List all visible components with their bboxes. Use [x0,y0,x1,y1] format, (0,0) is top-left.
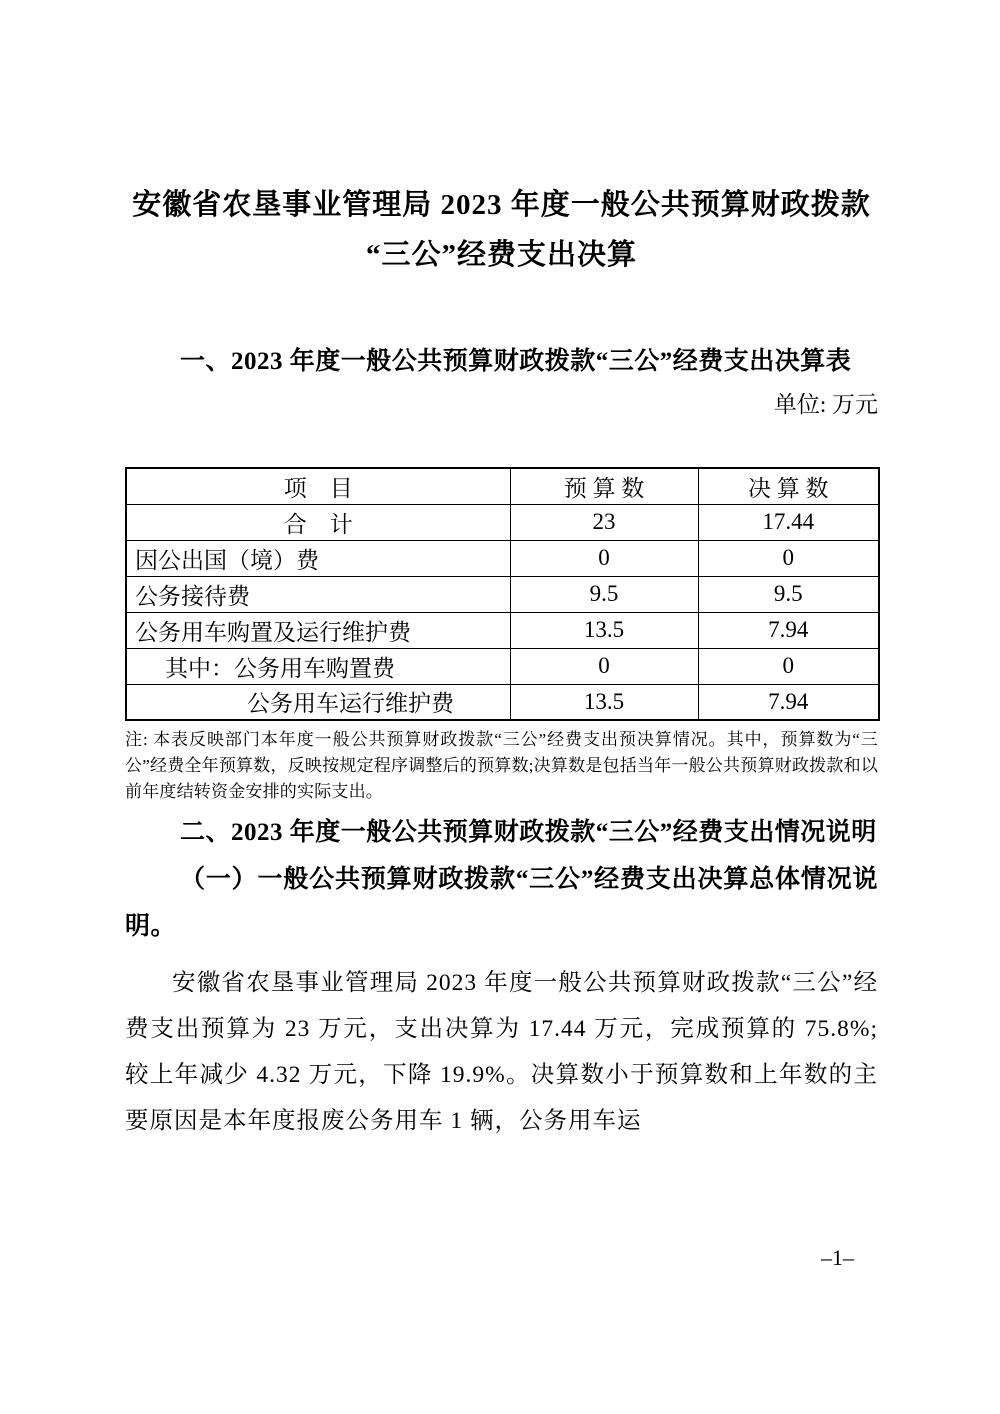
budget-cell: 13.5 [510,684,698,720]
table-row [126,684,879,720]
budget-table-body [126,504,879,720]
document-title-line1: 安徽省农垦事业管理局 2023 年度一般公共预算财政拨款 [132,189,871,221]
budget-cell: 9.5 [510,576,698,612]
section2-heading: 二、2023 年度一般公共预算财政拨款“三公”经费支出情况说明 [180,819,877,846]
final-cell: 7.94 [698,612,879,648]
item-cell: 其中：公务用车购置费 [126,648,510,684]
budget-table [125,467,880,721]
document-content [0,180,1000,1144]
item-cell: 公务接待费 [126,576,510,612]
table-row [126,540,879,576]
item-cell: 公务用车购置及运行维护费 [126,612,510,648]
budget-cell: 0 [510,540,698,576]
item-cell: 因公出国（境）费 [126,540,510,576]
section2-paragraph: 安徽省农垦事业管理局 2023 年度一般公共预算财政拨款“三公”经费支出预算为 23 万元，支出决算为 17.44 万元，完成预算的 75.8%; 较上年减少 4.32 万元，下降 19.9%。决算数小于预算数和上年数的主要原因是本年度报废公务用车 1 辆，公务用车运 [125,970,878,1134]
table-note: 注: 本表反映部门本年度一般公共预算财政拨款“三公”经费支出预决算情况。其中，预算数为“三公”经费全年预算数，反映按规定程序调整后的预算数;决算数是包括当年一般公共预算财政拨款和以前年度结转资金安排的实际支出。 [125,730,878,801]
item-cell: 合 计 [126,504,510,540]
budget-cell: 13.5 [510,612,698,648]
table-row [126,576,879,612]
final-cell: 17.44 [698,504,879,540]
header-final: 决 算 数 [698,468,879,504]
table-row [126,612,879,648]
budget-cell: 0 [510,648,698,684]
final-cell: 0 [698,648,879,684]
unit-label: 单位: 万元 [773,392,878,417]
table-header-row [126,468,879,504]
final-cell: 9.5 [698,576,879,612]
document-title-line2: “三公”经费支出决算 [365,239,637,271]
budget-table-head [126,468,879,504]
header-item: 项 目 [126,468,510,504]
item-cell: 公务用车运行维护费 [126,684,510,720]
section2-sub-heading: （一）一般公共预算财政拨款“三公”经费支出决算总体情况说明。 [125,866,878,940]
section1-heading: 一、2023 年度一般公共预算财政拨款“三公”经费支出决算表 [180,348,852,375]
table-row [126,648,879,684]
table-row [126,504,879,540]
final-cell: 7.94 [698,684,879,720]
page-number: –1– [821,1245,854,1270]
budget-cell: 23 [510,504,698,540]
header-budget: 预 算 数 [510,468,698,504]
document-title [125,180,878,280]
final-cell: 0 [698,540,879,576]
